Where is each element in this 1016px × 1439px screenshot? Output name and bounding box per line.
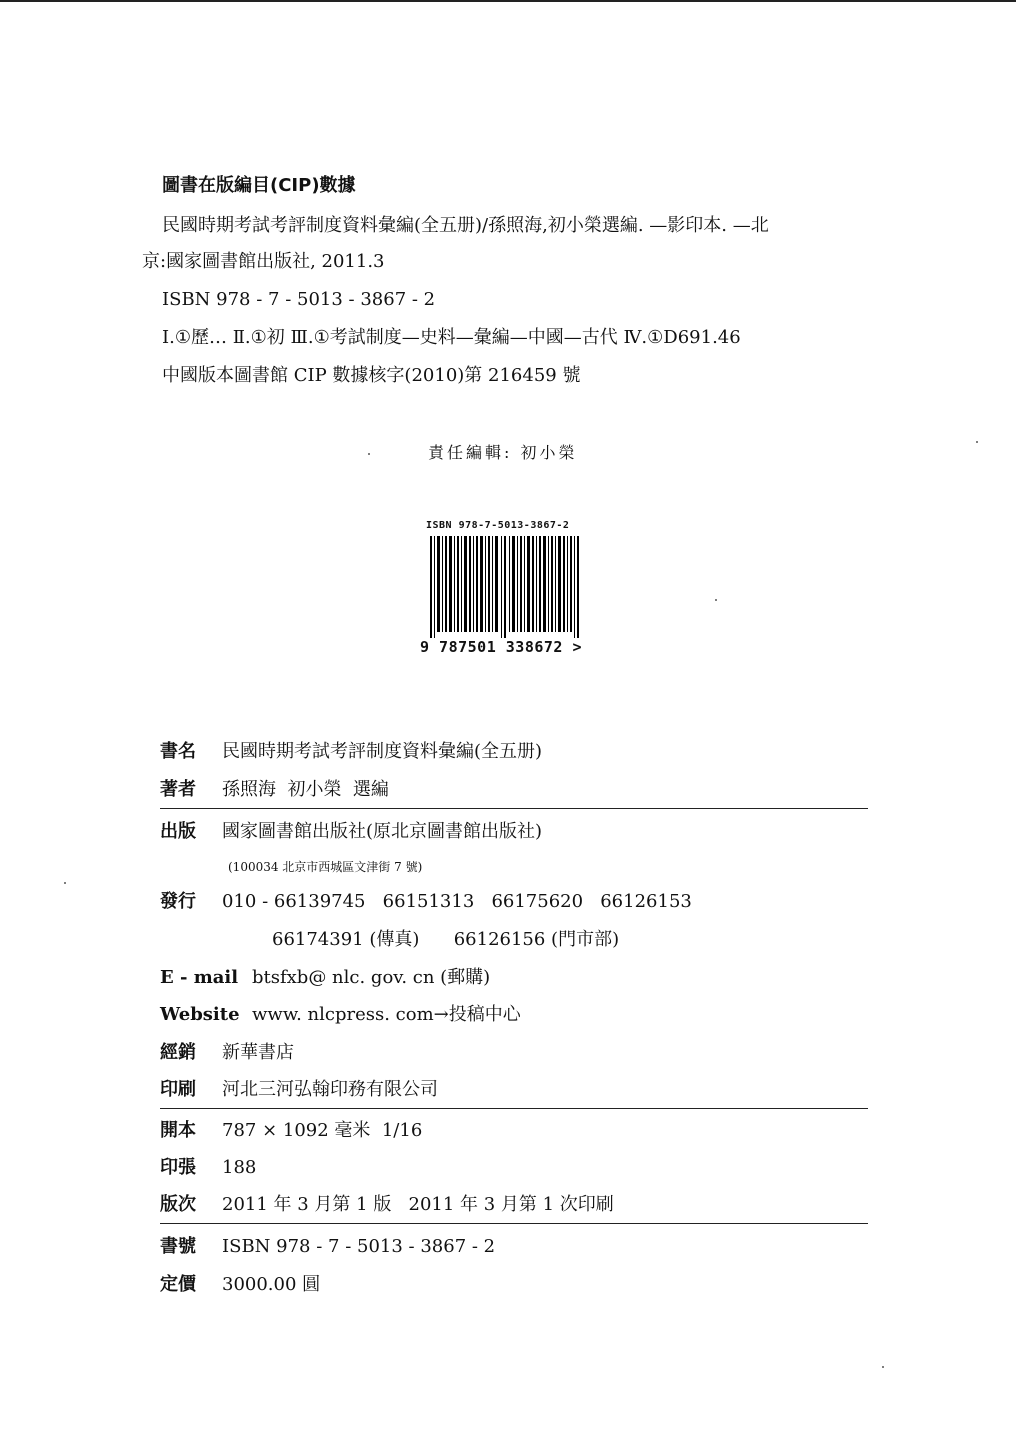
- edition-label: 版次: [160, 1194, 196, 1215]
- price-label: 定價: [160, 1274, 196, 1295]
- sheets-label: 印張: [160, 1157, 196, 1178]
- distribution-phones-2: 66174391 (傳真) 66126156 (門市部): [272, 929, 620, 950]
- cip-record-number: 中國版本圖書館 CIP 數據核字(2010)第 216459 號: [162, 365, 581, 386]
- author-value: 孫照海 初小榮 選編: [222, 779, 389, 800]
- cip-title: 圖書在版編目(CIP)數據: [162, 175, 356, 196]
- scan-speck: [882, 1366, 884, 1368]
- seller-label: 經銷: [160, 1042, 196, 1063]
- printer-value: 河北三河弘翰印務有限公司: [222, 1079, 438, 1100]
- publisher-row: [160, 820, 542, 844]
- scan-speck: [64, 882, 66, 884]
- book-name-label: 書名: [160, 741, 196, 762]
- seller-value: 新華書店: [222, 1042, 294, 1063]
- scan-speck: [715, 599, 717, 601]
- edition-value: 2011 年 3 月第 1 版 2011 年 3 月第 1 次印刷: [222, 1194, 614, 1215]
- distribution-row: [160, 890, 692, 914]
- website-value: www. nlcpress. com→投稿中心: [252, 1004, 521, 1025]
- book-number-value: ISBN 978 - 7 - 5013 - 3867 - 2: [222, 1236, 496, 1257]
- barcode-digits: 9 787501 338672 >: [420, 638, 583, 656]
- cip-classification: Ⅰ.①歷… Ⅱ.①初 Ⅲ.①考試制度—史料—彙編—中國—古代 Ⅳ.①D691.46: [162, 327, 741, 348]
- format-value: 787 × 1092 毫米 1/16: [222, 1120, 423, 1141]
- price-row: [160, 1273, 320, 1297]
- sheets-value: 188: [222, 1157, 257, 1178]
- top-border: [0, 0, 1016, 2]
- email-row: [160, 966, 490, 990]
- barcode-bars-icon: [430, 536, 580, 640]
- responsible-editor: 責任編輯: 初小榮: [428, 443, 578, 462]
- printer-row: [160, 1078, 438, 1102]
- isbn-barcode: [420, 520, 595, 660]
- divider: [160, 1108, 868, 1109]
- website-label: Website: [160, 1004, 240, 1025]
- divider: [160, 1223, 868, 1224]
- seller-row: [160, 1041, 294, 1065]
- distribution-phones: 010 - 66139745 66151313 66175620 66126153: [222, 891, 692, 912]
- divider: [160, 808, 868, 809]
- cip-line-2: 京:國家圖書館出版社, 2011.3: [142, 251, 385, 272]
- email-value: btsfxb@ nlc. gov. cn (郵購): [252, 967, 491, 988]
- author-label: 著者: [160, 779, 196, 800]
- email-label: E - mail: [160, 967, 239, 988]
- book-number-row: [160, 1235, 495, 1259]
- cip-isbn: ISBN 978 - 7 - 5013 - 3867 - 2: [162, 289, 436, 310]
- website-row: [160, 1003, 521, 1027]
- sheets-row: [160, 1156, 256, 1180]
- book-name-value: 民國時期考試考評制度資料彙編(全五册): [222, 741, 543, 762]
- price-value: 3000.00 圓: [222, 1274, 321, 1295]
- book-number-label: 書號: [160, 1236, 196, 1257]
- publisher-address: (100034 北京市西城區文津街 7 號): [228, 860, 423, 874]
- edition-row: [160, 1193, 614, 1217]
- publisher-label: 出版: [160, 821, 196, 842]
- scan-speck: [368, 453, 370, 455]
- publisher-value: 國家圖書館出版社(原北京圖書館出版社): [222, 821, 543, 842]
- scan-speck: [976, 441, 978, 443]
- barcode-isbn-label: ISBN 978-7-5013-3867-2: [426, 520, 570, 531]
- distribution-label: 發行: [160, 891, 196, 912]
- book-name-row: [160, 740, 542, 764]
- cip-line-1: 民國時期考試考評制度資料彙編(全五册)/孫照海,初小榮選編. —影印本. —北: [162, 215, 769, 236]
- printer-label: 印刷: [160, 1079, 196, 1100]
- author-row: [160, 778, 389, 802]
- format-label: 開本: [160, 1120, 196, 1141]
- format-row: [160, 1119, 422, 1143]
